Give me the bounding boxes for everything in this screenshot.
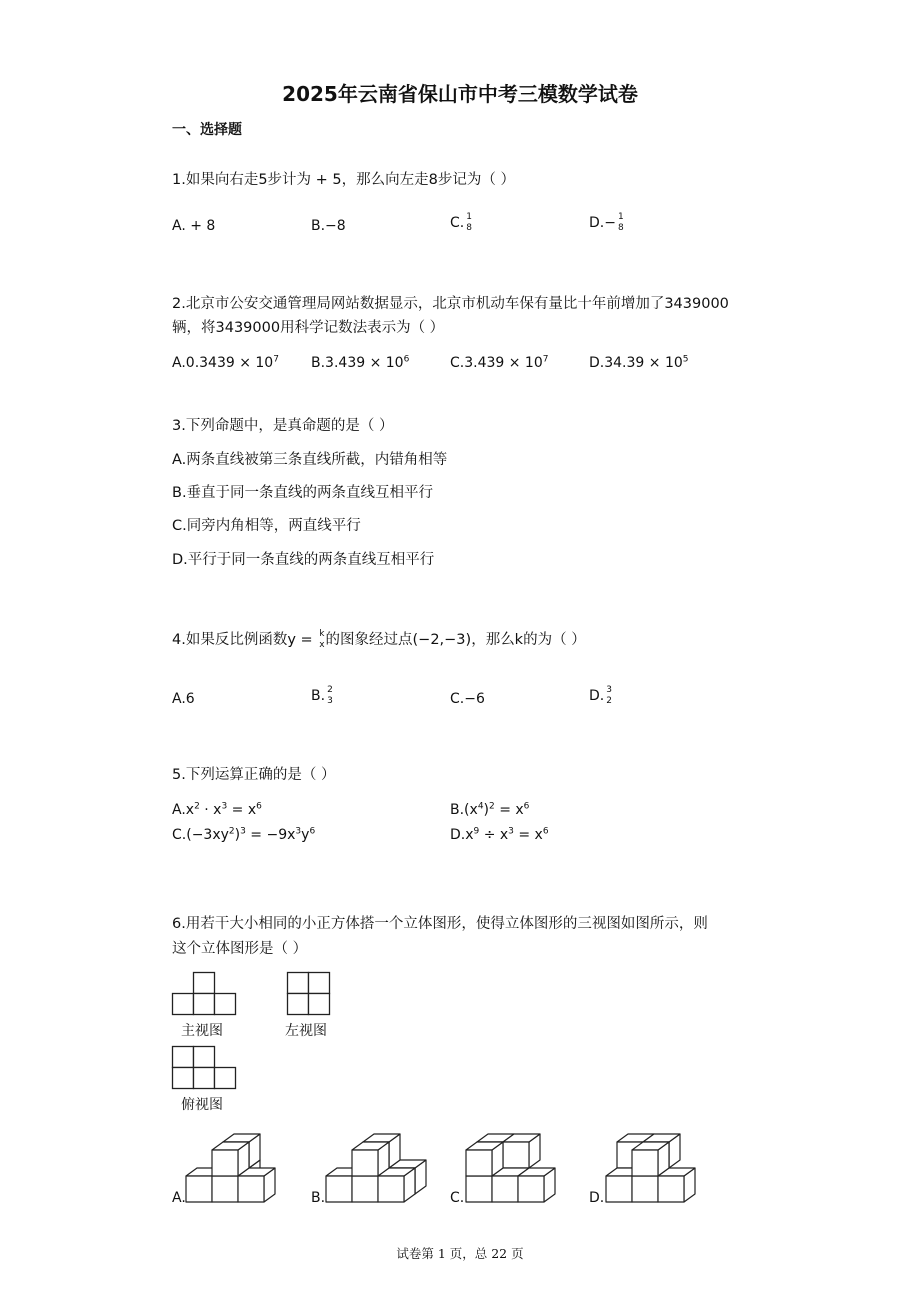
q4-option-c: C.−6 <box>450 691 485 707</box>
unit-cube <box>352 1142 389 1176</box>
q6-option-d-label: D. <box>589 1190 605 1206</box>
q6-option-a-label: A. <box>172 1190 186 1206</box>
cube-front-face <box>326 1176 352 1202</box>
cube-front-face <box>606 1176 632 1202</box>
top-view-diagram <box>172 1046 240 1092</box>
q2-option-b: $B.3.439 \times 10^6$ <box>311 354 410 371</box>
option-c-solid-diagram <box>460 1128 560 1208</box>
front-view-label: 主视图 <box>181 1023 223 1039</box>
q5-option-a: $A.x^2 \cdot x^3 = x^6$ <box>172 801 262 818</box>
cube-front-face <box>238 1176 264 1202</box>
q4-option-a: A.6 <box>172 691 195 707</box>
front-view-diagram <box>172 972 240 1017</box>
q3-option-c: C.同旁内角相等，两直线平行 <box>172 518 361 534</box>
left-view-diagram <box>287 972 333 1017</box>
q3-option-d: D.平行于同一条直线的两条直线互相平行 <box>172 552 435 568</box>
q5-option-c: $C.(-3xy^2)^3 = -9x^3y^6$ <box>172 826 316 843</box>
unit-cube <box>518 1168 555 1202</box>
option-d-solid-diagram <box>600 1128 700 1208</box>
cube-front-face <box>352 1150 378 1176</box>
q4-option-b: B. 2 3 <box>311 685 333 706</box>
question-6-stem-line-2: 这个立体图形是（ ） <box>172 941 308 957</box>
cube-front-face <box>632 1176 658 1202</box>
q3-option-a: A.两条直线被第三条直线所截，内错角相等 <box>172 452 448 468</box>
option-a-solid-diagram <box>180 1128 280 1208</box>
q2-option-a: $A.0.3439 \times 10^7$ <box>172 354 279 371</box>
question-1-stem: 1.如果向右走5步计为 + 5，那么向左走8步记为（ ） <box>172 172 515 188</box>
cube-front-face <box>186 1176 212 1202</box>
cube-front-face <box>492 1176 518 1202</box>
unit-cube <box>503 1134 540 1168</box>
question-2-stem-line-2: 辆，将3439000用科学记数法表示为（ ） <box>172 320 445 336</box>
cube-front-face <box>378 1176 404 1202</box>
option-b-solid-diagram <box>320 1128 420 1208</box>
cube-front-face <box>503 1142 529 1168</box>
q3-option-b: B.垂直于同一条直线的两条直线互相平行 <box>172 485 434 501</box>
q1-option-b: B.−8 <box>311 218 346 234</box>
cube-front-face <box>658 1176 684 1202</box>
top-view-label: 俯视图 <box>181 1097 223 1113</box>
cube-front-face <box>212 1176 238 1202</box>
cube-front-face <box>632 1150 658 1176</box>
q2-option-d: $D.34.39 \times 10^5$ <box>589 354 689 371</box>
question-5-stem: 5.下列运算正确的是（ ） <box>172 767 336 783</box>
page-title: 2025年云南省保山市中考三模数学试卷 <box>282 82 638 106</box>
unit-cube <box>378 1168 415 1202</box>
q2-option-c: $C.3.439 \times 10^7$ <box>450 354 549 371</box>
q4-option-d: D. 3 2 <box>589 685 612 706</box>
unit-cube <box>658 1168 695 1202</box>
unit-cube <box>632 1142 669 1176</box>
q6-option-b-label: B. <box>311 1190 326 1206</box>
cube-front-face <box>352 1176 378 1202</box>
q1-option-d: D.− 1 8 <box>589 212 624 233</box>
unit-cube <box>466 1142 503 1176</box>
q1-option-c: C. 1 8 <box>450 212 472 233</box>
cube-front-face <box>466 1150 492 1176</box>
q6-option-c-label: C. <box>450 1190 465 1206</box>
question-6-stem-line-1: 6.用若干大小相同的小正方体搭一个立体图形，使得立体图形的三视图如图所示，则 <box>172 916 708 932</box>
page-footer: 试卷第 1 页，总 22 页 <box>396 1246 524 1261</box>
question-4-stem: 4.如果反比例函数y = k x 的图象经过点(−2,−3)，那么k的为（ ） <box>172 629 586 650</box>
q5-option-b: $B.(x^4)^2 = x^6$ <box>450 801 530 818</box>
q5-option-d: $D.x^9 \div x^3 = x^6$ <box>450 826 549 843</box>
unit-cube <box>238 1168 275 1202</box>
left-view-label: 左视图 <box>285 1023 327 1039</box>
section-heading: 一、选择题 <box>172 122 242 138</box>
cube-front-face <box>518 1176 544 1202</box>
q1-option-a: A. + 8 <box>172 218 216 234</box>
cube-front-face <box>212 1150 238 1176</box>
question-2-stem-line-1: 2.北京市公安交通管理局网站数据显示，北京市机动车保有量比十年前增加了3439000 <box>172 296 729 312</box>
question-3-stem: 3.下列命题中，是真命题的是（ ） <box>172 418 394 434</box>
cube-front-face <box>466 1176 492 1202</box>
unit-cube <box>212 1142 249 1176</box>
